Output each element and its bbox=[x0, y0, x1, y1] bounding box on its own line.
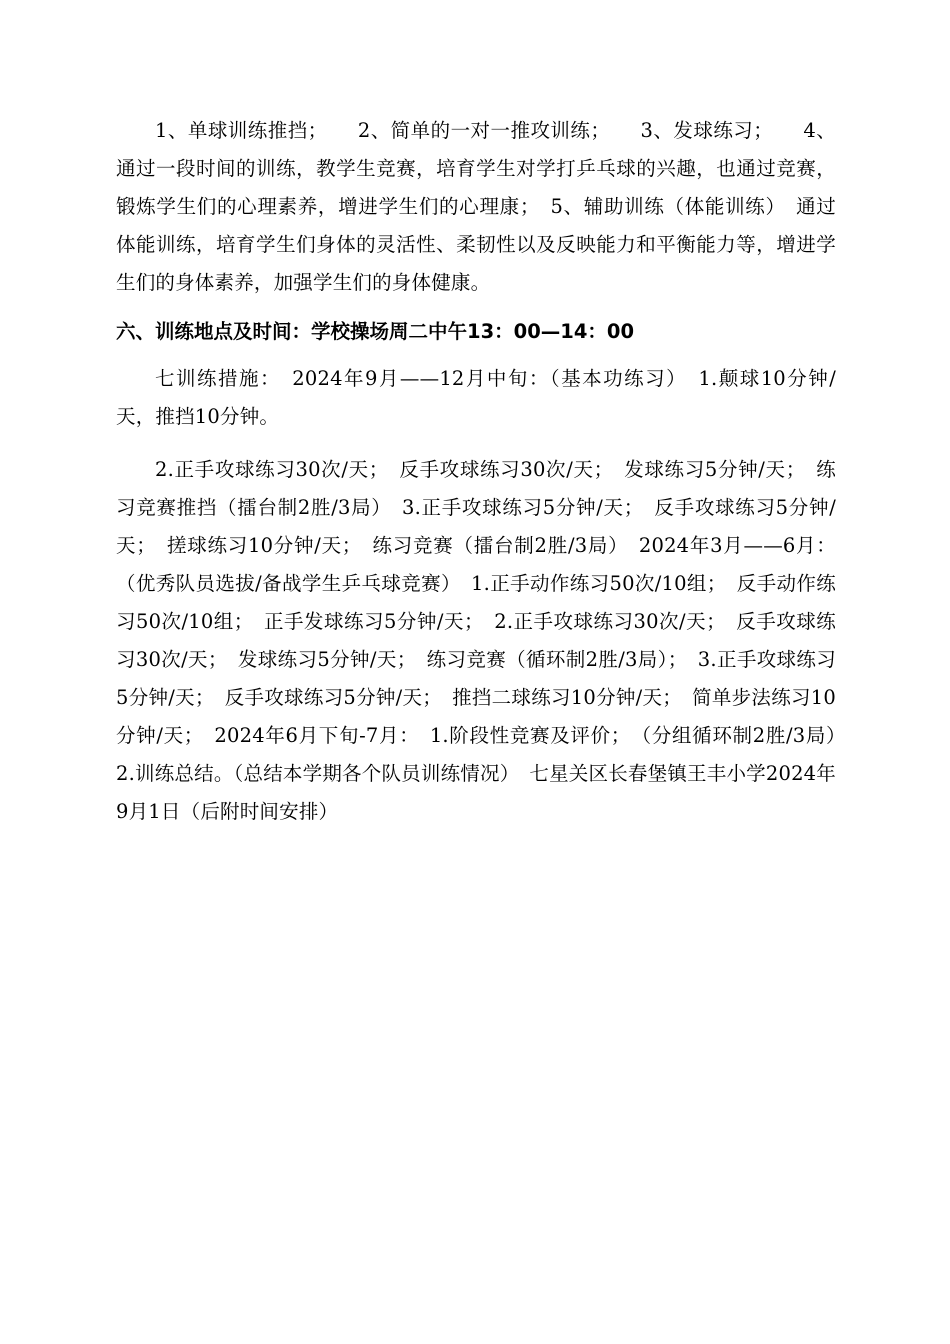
training-content-paragraph: 1、单球训练推挡； 2、简单的一对一推攻训练； 3、发球练习； 4、通过一段时间的训练，教学生竞赛，培育学生对学打乒乓球的兴趣，也通过竞赛，锻炼学生们的心理素养，增进学生们的心理康； 5、辅助训练（体能训练） 通过体能训练，培育学生们身体的灵活性、柔韧性以及反映能力和平衡能力等，增进学生们的身体素养，加强学生们的身体健康。 bbox=[116, 119, 836, 294]
training-measures-paragraph: 七训练措施： 2024年9月——12月中旬：（基本功练习） 1.颠球10分钟/天，推挡10分钟。 bbox=[116, 367, 836, 428]
document-page bbox=[116, 112, 856, 831]
training-schedule-paragraph: 2.正手攻球练习30次/天； 反手攻球练习30次/天； 发球练习5分钟/天； 练习竞赛推挡（擂台制2胜/3局） 3.正手攻球练习5分钟/天； 反手攻球练习5分钟/天； 搓球练习10分钟/天； 练习竞赛（擂台制2胜/3局） 2024年3月——6月：（优秀队员选拔/备战学生乒乓球竞赛） 1.正手动作练习50次/10组； 反手动作练习50次/10组； 正手发球练习5分钟/天； 2.正手攻球练习30次/天； 反手攻球练习30次/天； 发球练习5分钟/天； 练习竞赛（循环制2胜/3局）； 3.正手攻球练习5分钟/天； 反手攻球练习5分钟/天； 推挡二球练习10分钟/天； 简单步法练习10分钟/天； 2024年6月下旬-7月： 1.阶段性竞赛及评价； （分组循环制2胜/3局） 2.训练总结。（总结本学期各个队员训练情况） 七星关区长春堡镇王丰小学2024年9月1日（后附时间安排） bbox=[116, 458, 856, 823]
training-location-time-heading: 六、训练地点及时间：学校操场周二中午13：00—14：00 bbox=[116, 320, 635, 343]
